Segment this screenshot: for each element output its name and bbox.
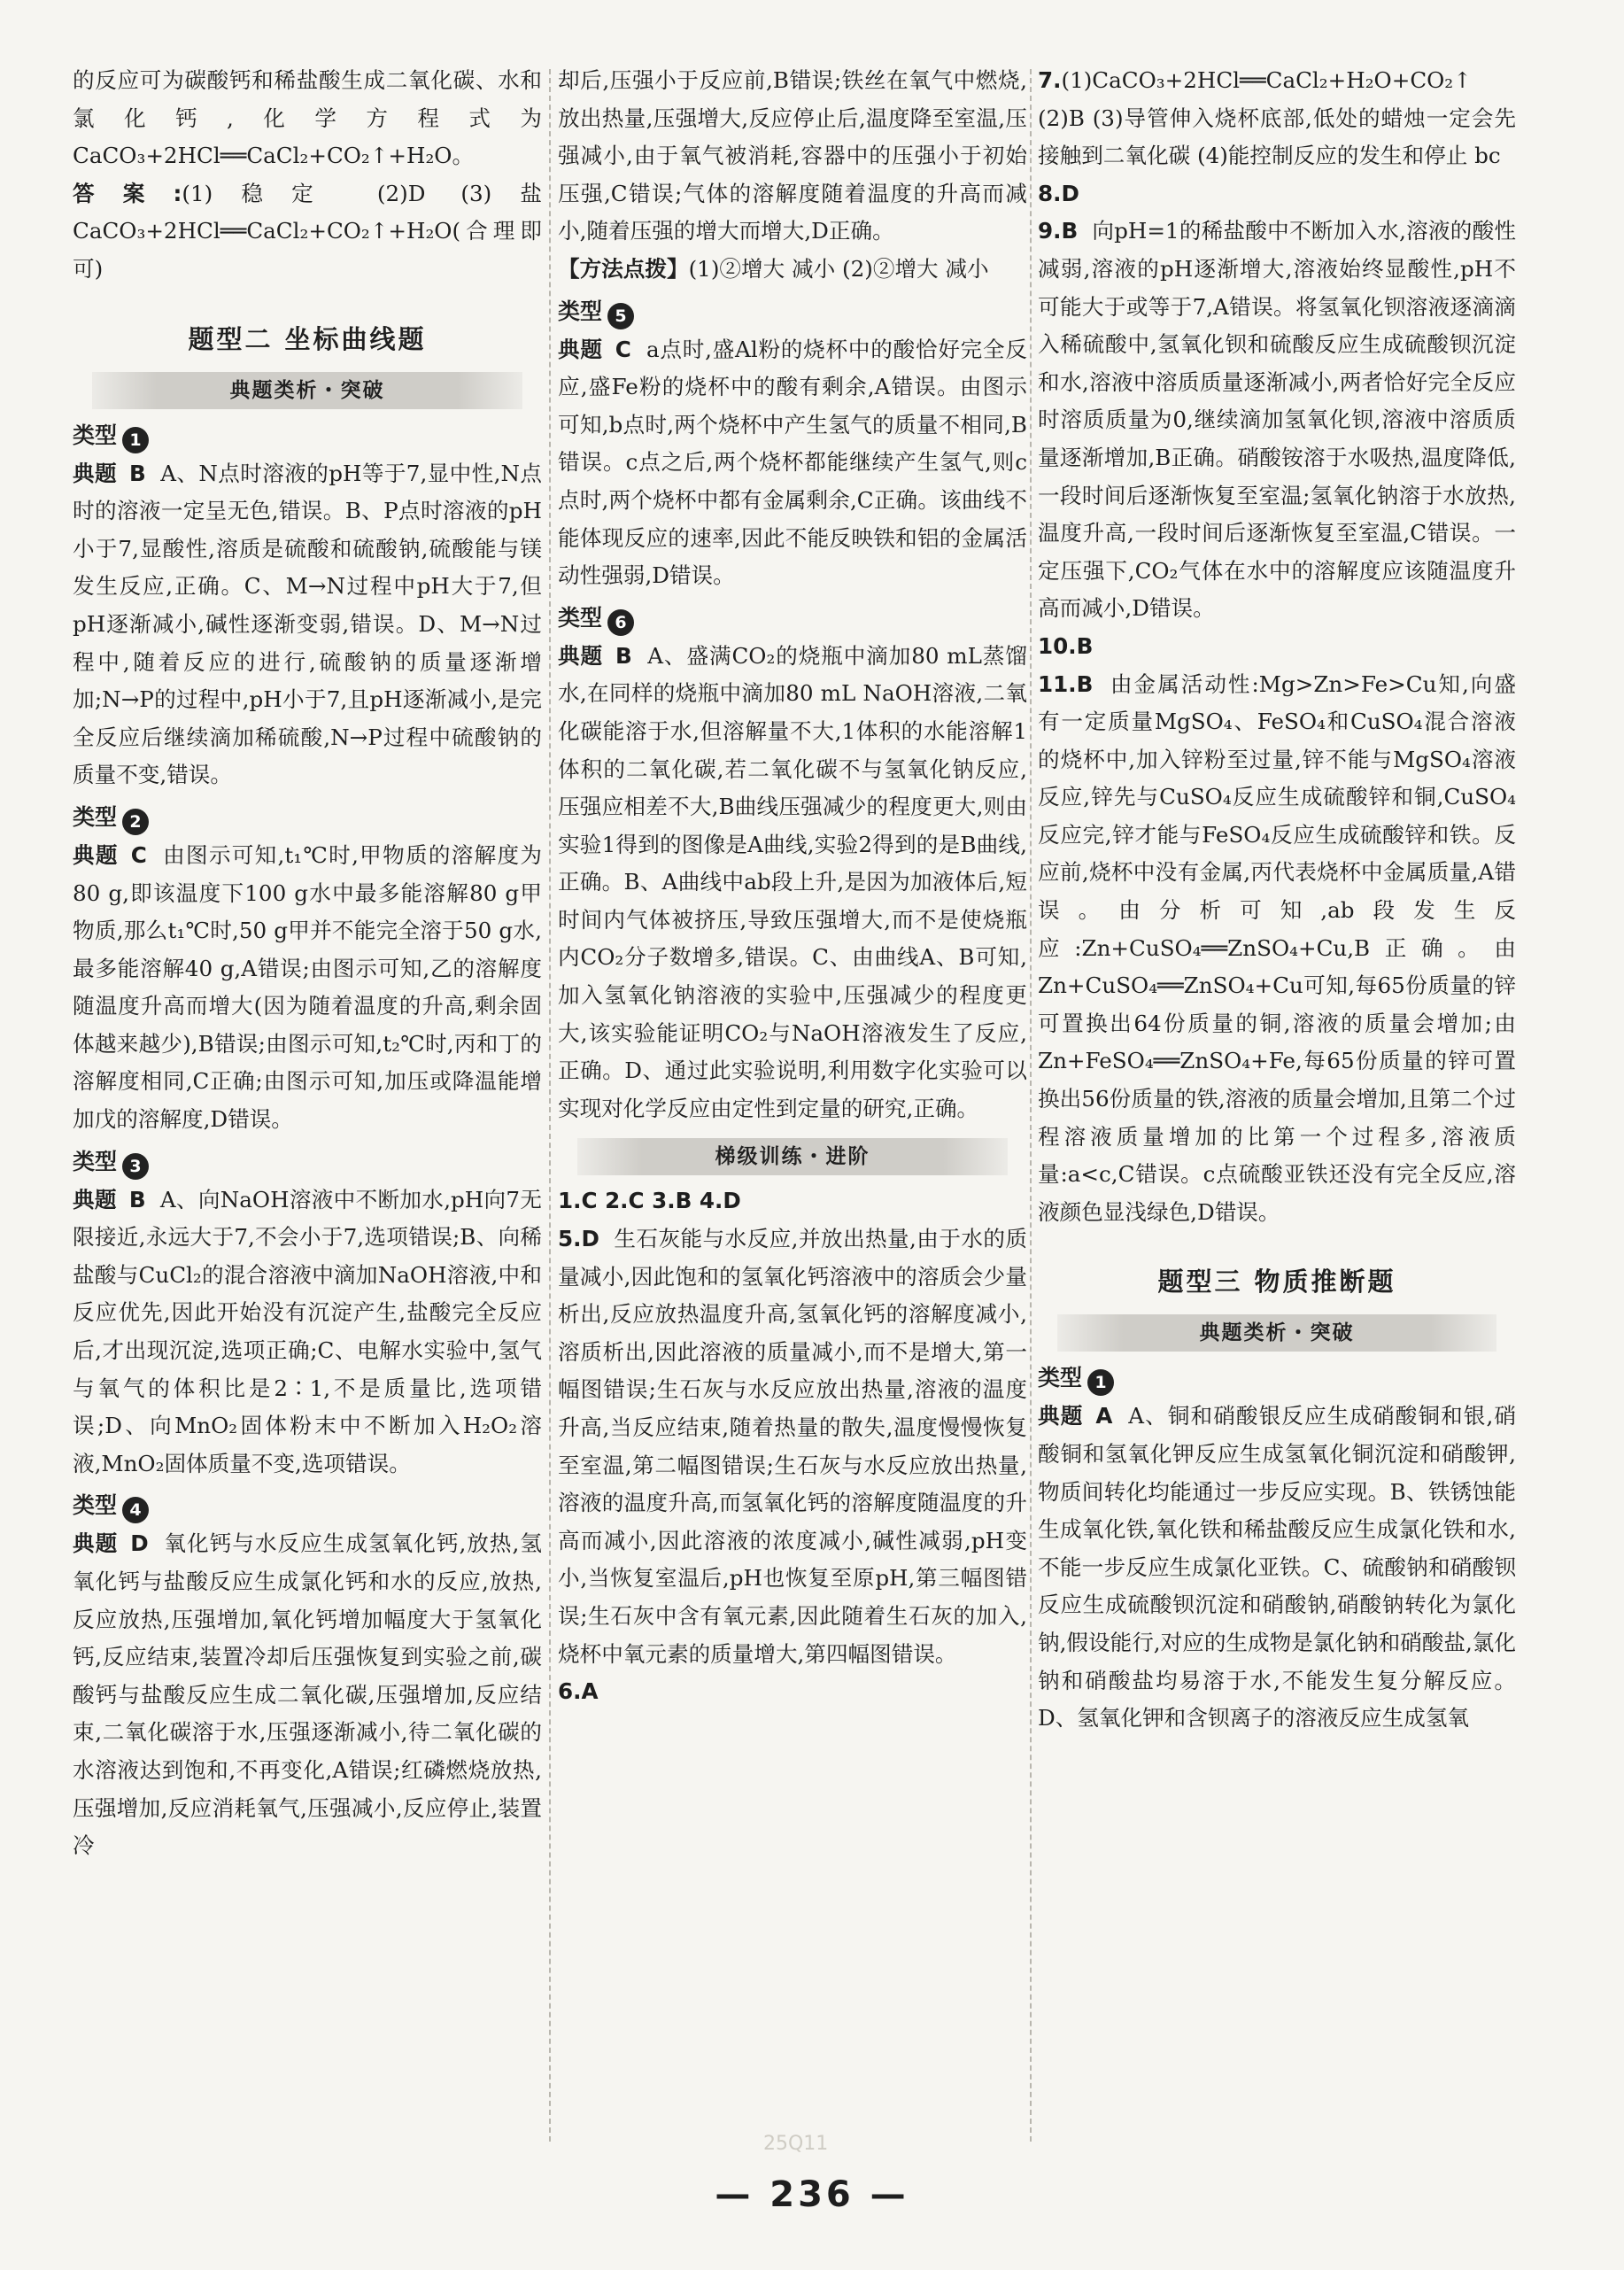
page-number: — 236 —	[715, 2174, 909, 2215]
section-heading: 题型二 坐标曲线题	[188, 323, 427, 354]
section-heading: 题型三 物质推断题	[1157, 1267, 1396, 1298]
answer-line: 1.C 2.C 3.B 4.D	[558, 1188, 741, 1214]
type-label: 类型 2	[73, 798, 542, 837]
type-label: 类型 4	[73, 1486, 542, 1525]
question-answer: 9.B 向pH=1的稀盐酸中不断加入水,溶液的酸性减弱,溶液的pH逐渐增大,溶液始终显酸性,pH不可能大于或等于7,A错误。将氢氧化钡溶液逐滴滴入稀硫酸中,氢氧化钡和硫酸反应生成硫酸钡沉淀和水,溶液中溶质质量逐渐减小,两者恰好完全反应时溶质质量为0,继续滴加氢氧化钡,溶液中溶质质量逐渐增加,B正确。硝酸铵溶于水吸热,温度降低,一段时间后逐渐恢复至室温;氢氧化钠溶于水放热,温度升高,一段时间后逐渐恢复至室温,C错误。一定压强下,CO₂气体在水中的溶解度应该随温度升高而减小,D错误。	[1038, 218, 1517, 622]
example-paragraph: 典题 B A、盛满CO₂的烧瓶中滴加80 mL蒸馏水,在同样的烧瓶中滴加80 mL NaOH溶液,二氧化碳能溶于水,但溶解量不大,1体积的水能溶解1体积的二氧化碳,若二氧化碳不与氢氧化钠反应,压强应相差不大,B曲线压强减少的程度更大,则由实验1得到的图像是A曲线,实验2得到的是B曲线,正确。B、A曲线中ab段上升,是因为加液体后,短时间内气体被挤压,导致压强增大,而不是使烧瓶内CO₂分子数增多,错误。C、由曲线A、B可知,加入氢氧化钠溶液的实验中,压强减少的程度更大,该实验能证明CO₂与NaOH溶液发生了反应,正确。D、通过此实验说明,利用数字化实验可以实现对化学反应由定性到定量的研究,正确。	[558, 642, 1027, 1121]
number-badge: 1	[1087, 1369, 1114, 1396]
watermark: 25Q11	[763, 2133, 829, 2155]
answer-line: 6.A	[558, 1678, 599, 1705]
column-divider	[549, 69, 551, 2142]
section-banner: 梯级训练・进阶	[577, 1138, 1008, 1175]
type-label: 类型 5	[558, 292, 1027, 331]
question-answer: 7.(1)CaCO₃+2HCl══CaCl₂+H₂O+CO₂↑	[1038, 67, 1472, 93]
number-badge: 5	[607, 303, 634, 329]
example-paragraph: 典题 D 氧化钙与水反应生成氢氧化钙,放热,氢氧化钙与盐酸反应生成氯化钙和水的反应,放热,反应放热,压强增加,氧化钙增加幅度大于氢氧化钙,反应结束,装置冷却后压强恢复到实验之前,碳酸钙与盐酸反应生成二氧化碳,压强增加,反应结束,二氧化碳溶于水,压强逐渐减小,待二氧化碳的水溶液达到饱和,不再变化,A错误;红磷燃烧放热,压强增加,反应消耗氧气,压强减小,反应停止,装置冷	[73, 1530, 542, 1859]
question-answer: 5.D 生石灰能与水反应,并放出热量,由于水的质量减小,因此饱和的氢氧化钙溶液中的溶质会少量析出,反应放热温度升高,氢氧化钙的溶解度减小,溶质析出,因此溶液的质量减小,而不是增大,第一幅图错误;生石灰与水反应放出热量,溶液的温度升高,当反应结束,随着热量的散失,温度慢慢恢复至室温,第二幅图错误;生石灰与水反应放出热量,溶液的温度升高,而氢氧化钙的溶解度随温度的升高而减小,因此溶液的浓度减小,碱性减弱,pH变小,当恢复室温后,pH也恢复至原pH,第三幅图错误;生石灰中含有氧元素,因此随着生石灰的加入,烧杯中氧元素的质量增大,第四幅图错误。	[558, 1226, 1027, 1667]
example-paragraph: 典题 C 由图示可知,t₁℃时,甲物质的溶解度为80 g,即该温度下100 g水中最多能溶解80 g甲物质,那么t₁℃时,50 g甲并不能完全溶于50 g水,最多能溶解40 g,A错误;由图示可知,乙的溶解度随温度升高而增大(因为随着温度的升高,剩余固体越来越少),B错误;由图示可知,t₂℃时,丙和丁的溶解度相同,C正确;由图示可知,加压或降温能增加戊的溶解度,D错误。	[73, 841, 542, 1133]
column-right	[1038, 62, 1516, 1738]
continued-text: 却后,压强小于反应前,B错误;铁丝在氧气中燃烧,放出热量,压强增大,反应停止后,温度降至室温,压强减小,由于氧气被消耗,容器中的压强小于初始压强,C错误;气体的溶解度随着温度的升高而减小,随着压强的增大而增大,D正确。	[558, 67, 1027, 244]
column-middle	[558, 62, 1027, 1711]
number-badge: 1	[122, 427, 149, 453]
number-badge: 4	[122, 1497, 149, 1523]
number-badge: 2	[122, 809, 149, 835]
question-answer-cont: (2)B (3)导管伸入烧杯底部,低处的蜡烛一定会先接触到二氧化碳 (4)能控制反应的发生和停止 bc	[1038, 105, 1516, 169]
example-paragraph: 典题 C a点时,盛Al粉的烧杯中的酸恰好完全反应,盛Fe粉的烧杯中的酸有剩余,A错误。由图示可知,b点时,两个烧杯中产生氢气的质量不相同,B错误。c点之后,两个烧杯都能继续产生氢气,则c点时,两个烧杯中都有金属剩余,C正确。该曲线不能体现反应的速率,因此不能反映铁和铝的金属活动性强弱,D错误。	[558, 336, 1027, 589]
answer-line: 10.B	[1038, 632, 1094, 659]
question-answer: 11.B 由金属活动性:Mg>Zn>Fe>Cu知,向盛有一定质量MgSO₄、FeSO₄和CuSO₄混合溶液的烧杯中,加入锌粉至过量,锌不能与MgSO₄溶液反应,锌先与CuSO₄反应生成硫酸锌和铜,CuSO₄反应完,锌才能与FeSO₄反应生成硫酸锌和铁。反应前,烧杯中没有金属,丙代表烧杯中金属质量,A错误。由分析可知,ab段发生反应:Zn+CuSO₄══ZnSO₄+Cu,B正确。由Zn+CuSO₄══ZnSO₄+Cu可知,每65份质量的锌可置换出64份质量的铜,溶液的质量会增加;由Zn+FeSO₄══ZnSO₄+Fe,每65份质量的锌可置换出56份质量的铁,溶液的质量会增加,且第二个过程溶液质量增加的比第一个过程多,溶液质量:a<c,C错误。c点硫酸亚铁还没有完全反应,溶液颜色显浅绿色,D错误。	[1038, 670, 1516, 1225]
type-label: 类型 3	[73, 1143, 542, 1181]
type-label: 类型 1	[73, 416, 542, 455]
answer-line: 8.D	[1038, 180, 1079, 206]
type-label: 类型 1	[1038, 1359, 1516, 1398]
column-left	[73, 62, 542, 1865]
example-paragraph: 典题 B A、N点时溶液的pH等于7,显中性,N点时的溶液一定呈无色,错误。B、P点时溶液的pH小于7,显酸性,溶质是硫酸和硫酸钠,硫酸能与镁发生反应,正确。C、M→N过程中pH大于7,但pH逐渐减小,碱性逐渐变弱,错误。D、M→N过程中,随着反应的进行,硫酸钠的质量逐渐增加;N→P的过程中,pH小于7,且pH逐渐减小,是完全反应后继续滴加稀硫酸,N→P过程中硫酸钠的质量不变,错误。	[73, 460, 542, 788]
number-badge: 3	[122, 1153, 149, 1180]
column-divider	[1030, 69, 1032, 2142]
method-tip: 【方法点拨】(1)②增大 减小 (2)②增大 减小	[558, 255, 989, 282]
intro-text: 的反应可为碳酸钙和稀盐酸生成二氧化碳、水和氯化钙,化学方程式为CaCO₃+2HCl══CaCl₂+CO₂↑+H₂O。	[73, 67, 542, 169]
type-label: 类型 6	[558, 599, 1027, 638]
example-paragraph: 典题 B A、向NaOH溶液中不断加水,pH向7无限接近,永远大于7,不会小于7,选项错误;B、向稀盐酸与CuCl₂的混合溶液中滴加NaOH溶液,中和反应优先,因此开始没有沉淀产生,盐酸完全反应后,才出现沉淀,选项正确;C、电解水实验中,氢气与氧气的体积比是2∶1,不是质量比,选项错误;D、向MnO₂固体粉末中不断加入H₂O₂溶液,MnO₂固体质量不变,选项错误。	[73, 1186, 542, 1476]
section-banner: 典题类析・突破	[92, 372, 522, 409]
example-paragraph: 典题 A A、铜和硝酸银反应生成硝酸铜和银,硝酸铜和氢氧化钾反应生成氢氧化铜沉淀和硝酸钾,物质间转化均能通过一步反应实现。B、铁锈蚀能生成氧化铁,氧化铁和稀盐酸反应生成氯化铁和水,不能一步反应生成氯化亚铁。C、硫酸钠和硝酸钡反应生成硫酸钡沉淀和硝酸钠,硝酸钠转化为氯化钠,假设能行,对应的生成物是氯化钠和硝酸盐,氯化钠和硝酸盐均易溶于水,不能发生复分解反应。D、氢氧化钾和含钡离子的溶液反应生成氢氧	[1038, 1403, 1516, 1732]
section-banner: 典题类析・突破	[1057, 1314, 1496, 1352]
answer-block: 答案:(1)稳定 (2)D (3)盐 CaCO₃+2HCl══CaCl₂+CO₂↑+H₂O(合理即可)	[73, 180, 542, 282]
number-badge: 6	[607, 609, 634, 636]
